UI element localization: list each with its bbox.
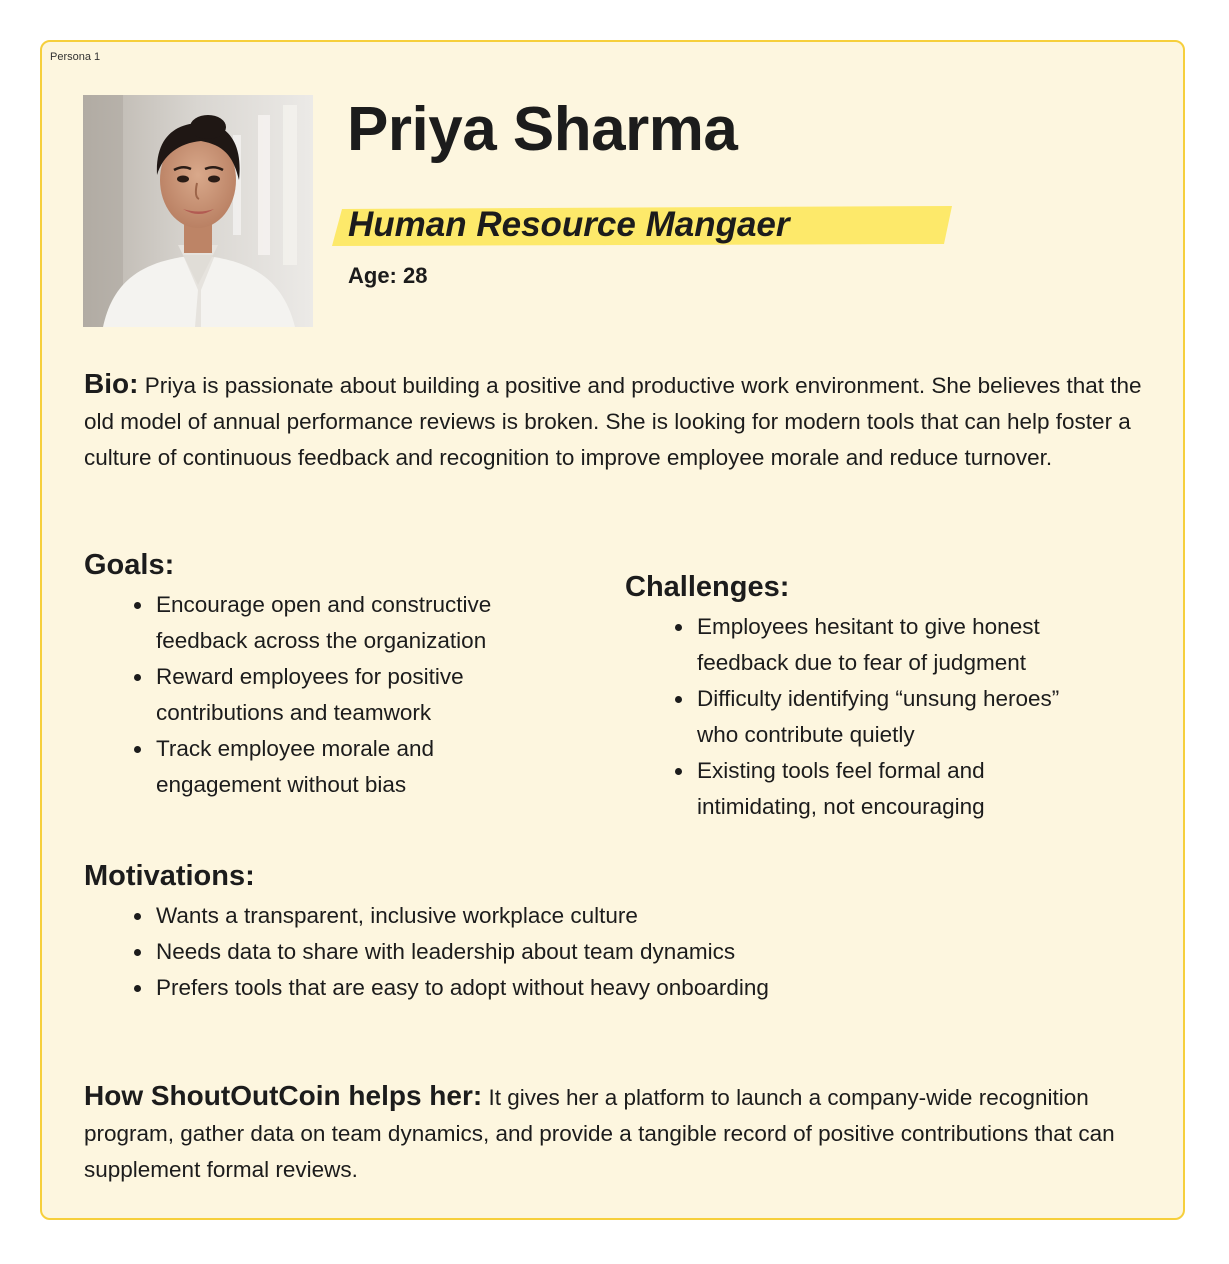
bio-label: Bio: — [84, 368, 139, 399]
help-paragraph — [84, 1078, 1124, 1188]
motivations-list — [84, 898, 984, 1006]
persona-role: Human Resource Mangaer — [348, 205, 790, 244]
goal-item: Reward employees for positive contributions and teamwork — [84, 659, 564, 731]
challenges-list — [625, 609, 1105, 825]
motivation-item: Needs data to share with leadership about team dynamics — [84, 934, 984, 970]
motivation-item: Wants a transparent, inclusive workplace culture — [84, 898, 984, 934]
goal-item: Encourage open and constructive feedback across the organization — [84, 587, 564, 659]
persona-name: Priya Sharma — [347, 95, 738, 164]
bio-paragraph — [84, 366, 1144, 476]
persona-age: Age: 28 — [348, 263, 428, 288]
help-label: How ShoutOutCoin helps her: — [84, 1080, 483, 1111]
profile-photo — [83, 95, 313, 327]
frame-label: Persona 1 — [50, 51, 101, 63]
challenge-item: Existing tools feel formal and intimidating, not encouraging — [625, 753, 1105, 825]
help-text: It gives her a platform to launch a company-wide recognition program, gather data on team dynamics, and provide a tangible record of positive contributions that can supplement formal reviews. — [84, 1085, 1115, 1182]
persona-card — [40, 40, 1185, 1220]
challenge-item: Employees hesitant to give honest feedback due to fear of judgment — [625, 609, 1105, 681]
challenges-title: Challenges: — [625, 571, 790, 603]
bio-text: Priya is passionate about building a positive and productive work environment. She believes that the old model of annual performance reviews is broken. She is looking for modern tools that can help foster a culture of continuous feedback and recognition to improve employee morale and reduce turnover. — [84, 373, 1142, 470]
goals-title: Goals: — [84, 549, 175, 581]
motivation-item: Prefers tools that are easy to adopt without heavy onboarding — [84, 970, 984, 1006]
motivations-title: Motivations: — [84, 860, 255, 892]
goals-list — [84, 587, 564, 803]
challenge-item: Difficulty identifying “unsung heroes” who contribute quietly — [625, 681, 1105, 753]
goal-item: Track employee morale and engagement without bias — [84, 731, 564, 803]
